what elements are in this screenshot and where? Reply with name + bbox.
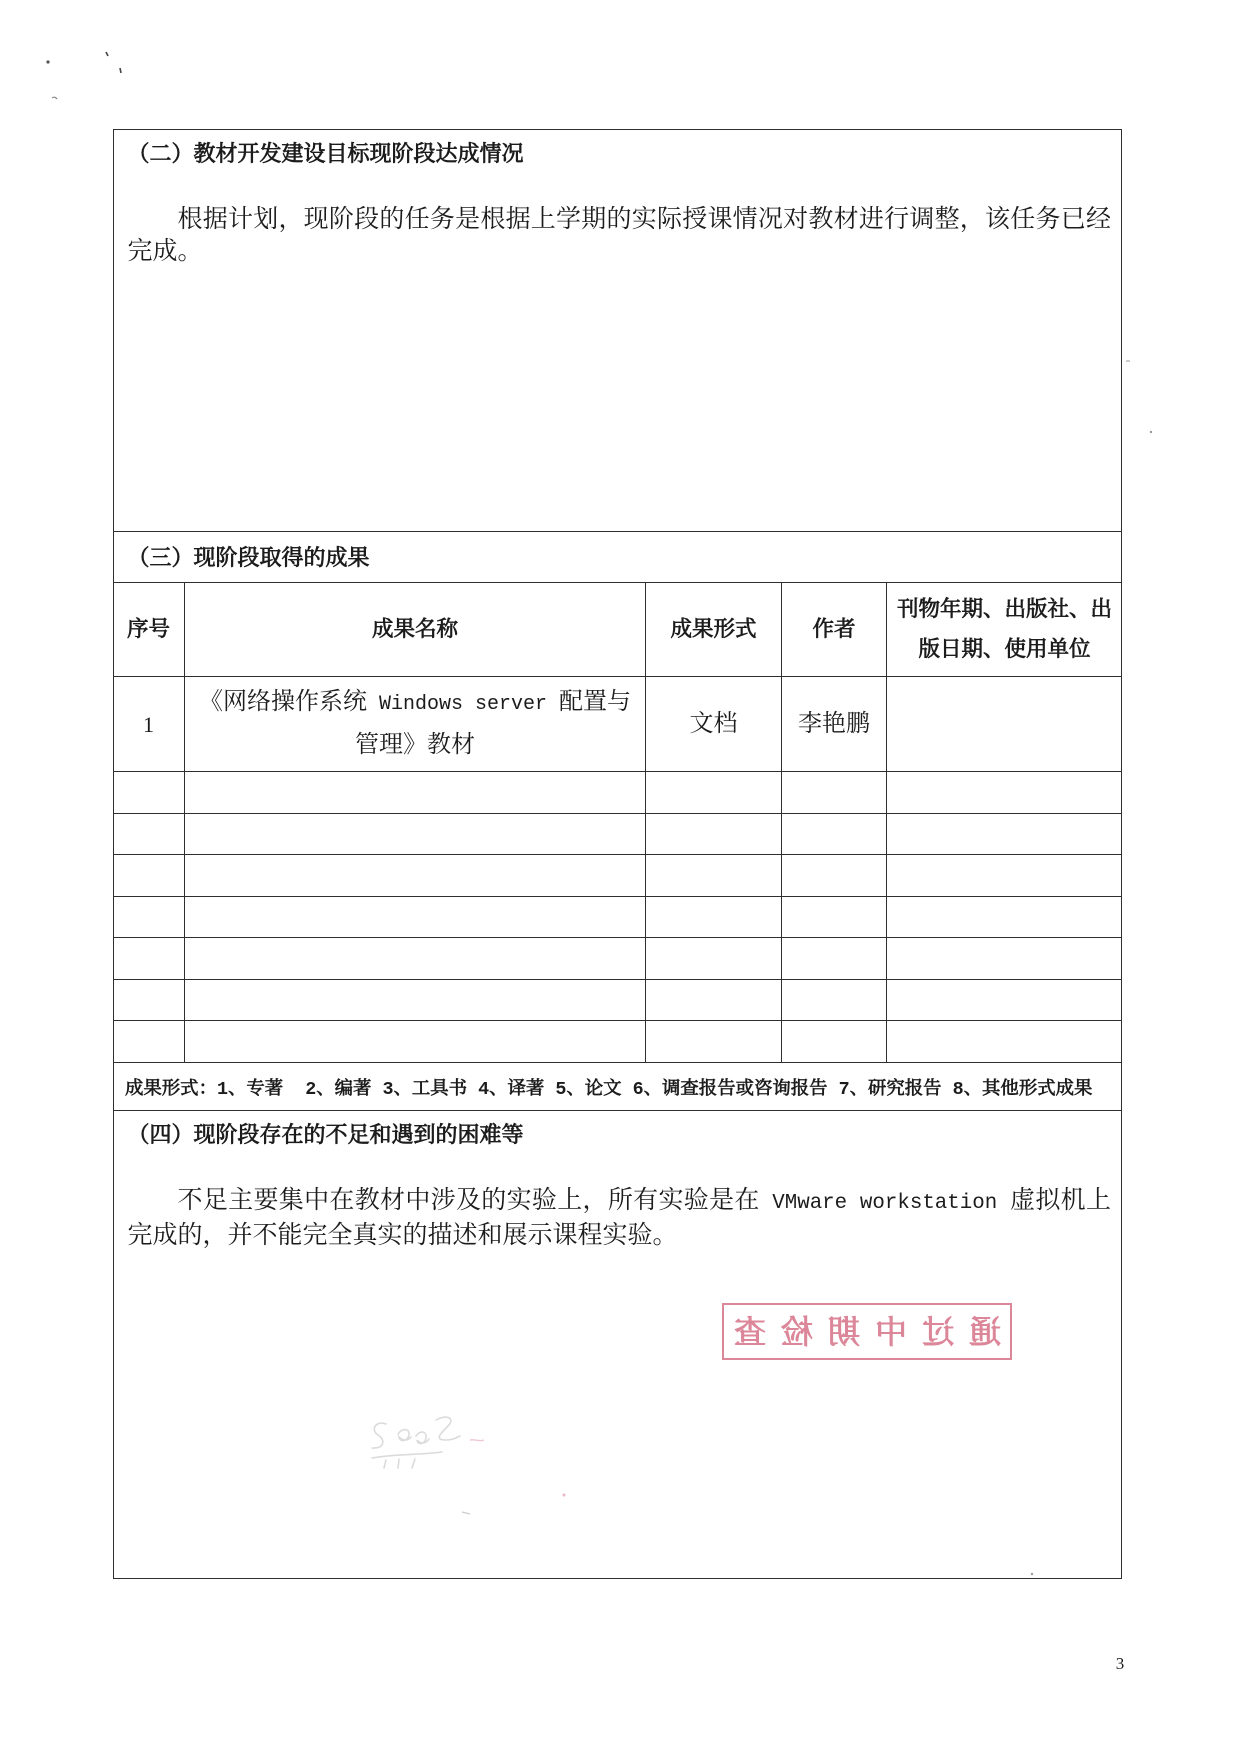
empty-cell: [782, 980, 887, 1022]
empty-cell: [782, 855, 887, 897]
empty-cell: [887, 814, 1122, 856]
empty-cell: [646, 980, 782, 1022]
scan-speck: [1150, 431, 1152, 433]
empty-cell: [113, 938, 185, 980]
scan-speck: [52, 97, 57, 99]
result-form-legend-text: 成果形式：1、专著 2、编著 3、工具书 4、译著 5、论文 6、调查报告或咨询报告 7、研究报告 8、其他形式成果: [125, 1078, 1093, 1100]
results-table: [113, 583, 1122, 1063]
empty-cell: [782, 1021, 887, 1063]
scan-speck: [106, 52, 108, 56]
empty-cell: [113, 855, 185, 897]
row-author: 李艳鹏: [782, 677, 887, 772]
empty-cell: [887, 980, 1122, 1022]
empty-cell: [646, 855, 782, 897]
section-results-header: [113, 532, 1122, 583]
header-author: 作者: [782, 583, 887, 677]
row-form: 文档: [646, 677, 782, 772]
result-form-legend: [113, 1063, 1122, 1111]
header-name: 成果名称: [185, 583, 646, 677]
empty-cell: [782, 772, 887, 814]
row-publication: [887, 677, 1122, 772]
header-no: 序号: [113, 583, 185, 677]
header-form: 成果形式: [646, 583, 782, 677]
row-name-prefix: 《网络操作系统: [198, 689, 367, 715]
row-name: [185, 677, 646, 772]
body-suffix: 虚拟机上完成的，并不能完全真实的描述和展示课程实验。: [127, 1187, 1111, 1249]
empty-cell: [185, 897, 646, 939]
empty-cell: [646, 938, 782, 980]
header-publication: [887, 583, 1122, 677]
empty-cell: [782, 938, 887, 980]
empty-cell: [646, 897, 782, 939]
empty-cell: [887, 1021, 1122, 1063]
section-progress-title: （二）教材开发建设目标现阶段达成情况: [127, 142, 524, 167]
empty-cell: [185, 1021, 646, 1063]
empty-cell: [113, 772, 185, 814]
section-difficulties-body: [128, 1185, 1112, 1252]
empty-cell: [113, 814, 185, 856]
header-publication-label: 刊物年期、出版社、出版日期、使用单位: [896, 596, 1112, 662]
empty-cell: [887, 938, 1122, 980]
empty-cell: [185, 980, 646, 1022]
empty-cell: [782, 897, 887, 939]
page-number: 3: [1115, 1654, 1125, 1673]
scan-speck: [120, 68, 121, 73]
empty-cell: [646, 772, 782, 814]
row-no: 1: [113, 677, 185, 772]
row-name-text: [193, 682, 637, 766]
empty-cell: [646, 814, 782, 856]
body-latin-term: VMware workstation: [772, 1192, 998, 1215]
empty-cell: [113, 1021, 185, 1063]
empty-cell: [113, 980, 185, 1022]
empty-cell: [646, 1021, 782, 1063]
empty-cell: [185, 938, 646, 980]
empty-cell: [185, 855, 646, 897]
scan-speck: [46, 60, 49, 63]
body-prefix: 不足主要集中在教材中涉及的实验上，所有实验是在: [177, 1187, 760, 1214]
section-progress-body: 根据计划，现阶段的任务是根据上学期的实际授课情况对教材进行调整，该任务已经完成。: [127, 206, 1111, 265]
row-name-latin: Windows server: [378, 693, 548, 716]
section-results-title: （三）现阶段取得的成果: [127, 546, 370, 571]
row-name-suffix: 配置与管理》教材: [355, 689, 632, 758]
review-stamp: [718, 1303, 1012, 1360]
empty-cell: [887, 855, 1122, 897]
empty-cell: [887, 772, 1122, 814]
empty-cell: [185, 814, 646, 856]
empty-cell: [782, 814, 887, 856]
section-progress: [113, 129, 1122, 532]
empty-cell: [887, 897, 1122, 939]
review-stamp-text: 通过中期检查: [718, 1312, 1001, 1351]
section-difficulties-title: （四）现阶段存在的不足和遇到的困难等: [127, 1123, 524, 1148]
empty-cell: [113, 897, 185, 939]
empty-cell: [185, 772, 646, 814]
